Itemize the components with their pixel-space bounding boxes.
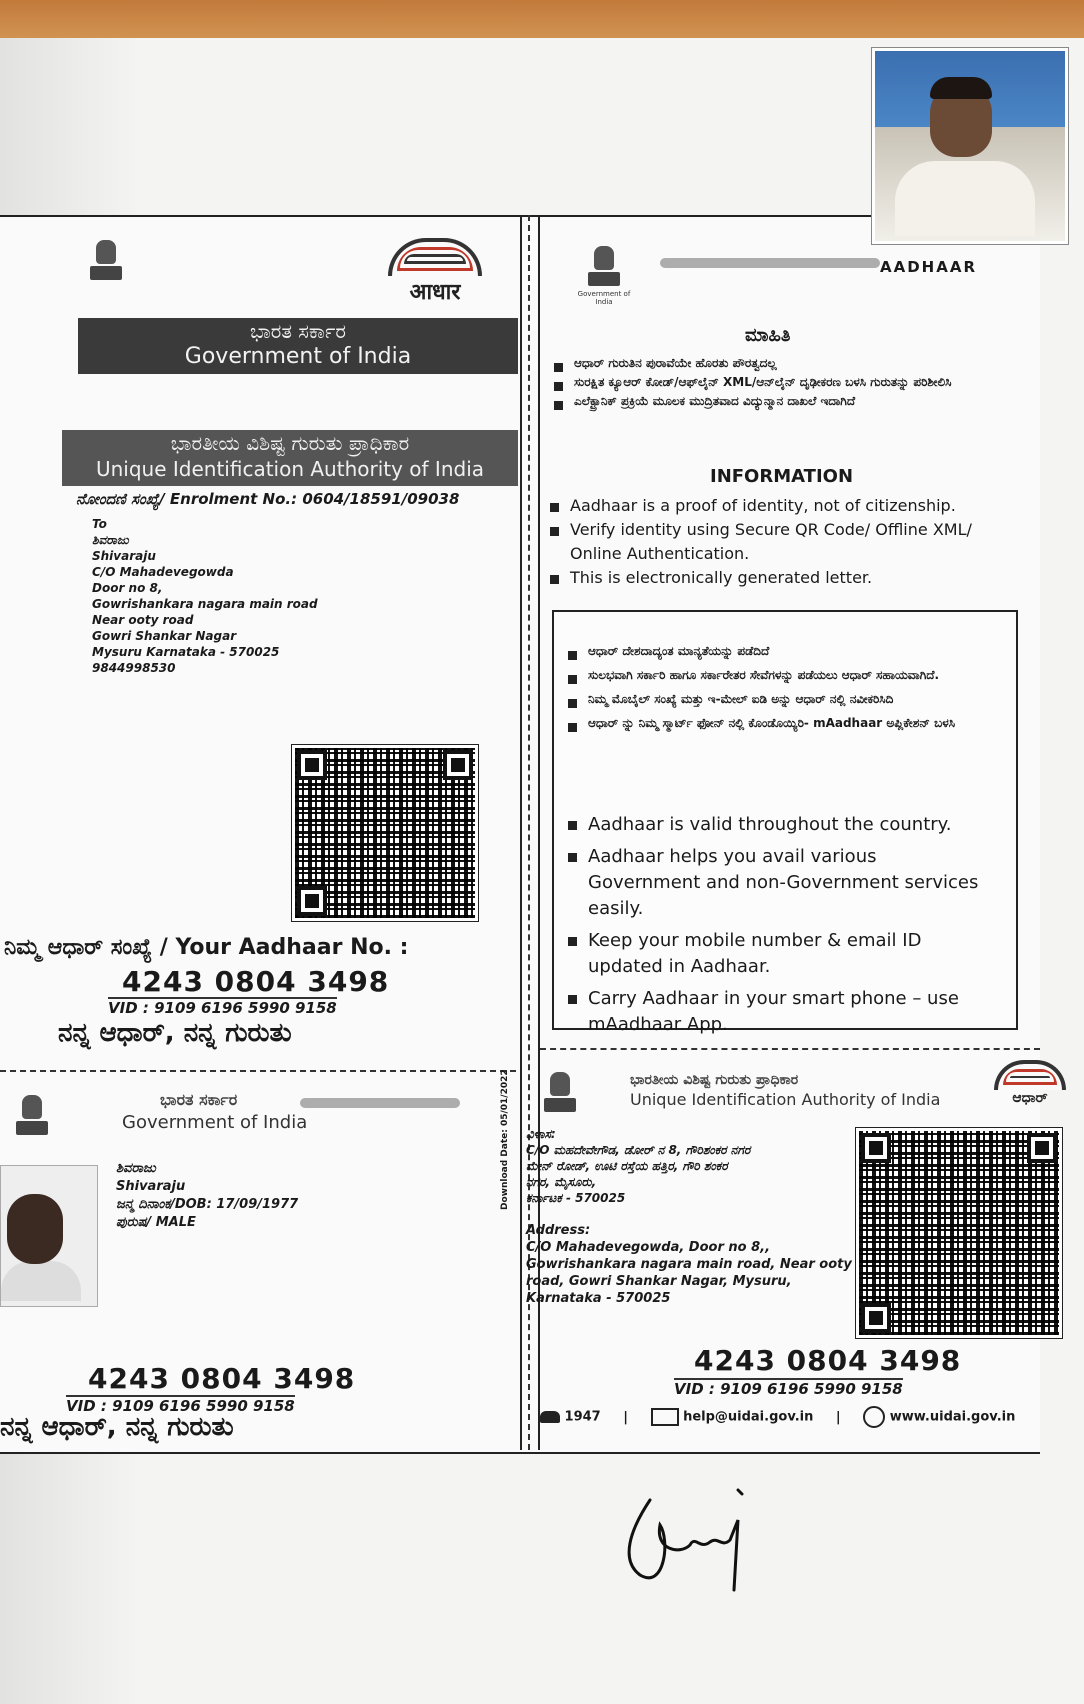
download-date: Download Date: 05/01/2022 [500,1069,510,1210]
info-item: Aadhaar is a proof of identity, not of citizenship. [548,494,1028,518]
logo-text: ಆಧಾರ್ [1012,1090,1048,1106]
address-line: Karnataka - 570025 [526,1291,671,1306]
address-line: ಕರ್ನಾಟಕ - 570025 [526,1191,626,1205]
redacted-text [300,1098,460,1108]
info-item: ಸುರಕ್ಷಿತ ಕ್ಯೂಆರ್ ಕೋಡ್/ಆಫ್‌ಲೈನ್ XML/ಆನ್‌ಲೈನ್ ದೃಢೀಕರಣ ಬಳಸಿ ಗುರುತನ್ನು ಪರಿಶೀಲಿಸಿ [552,373,1022,392]
uidai-band [62,430,518,486]
redacted-text [660,258,880,268]
aadhaar-label: AADHAAR [880,258,977,276]
aadhaar-number: 4243 0804 3498 [122,965,390,998]
address-line: C/O Mahadevegowda [92,565,234,579]
card-dob: ಜನ್ಮ ದಿನಾಂಕ/DOB: 17/09/1977 [116,1197,299,1212]
website: www.uidai.gov.in [889,1409,1016,1425]
mail-icon [651,1408,679,1426]
tagline: ನನ್ನ ಆಧಾರ್, ನನ್ನ ಗುರುತು [58,1018,292,1048]
qr-code [292,745,478,921]
govt-english: Government of India [184,344,412,369]
cut-line [0,1070,516,1072]
address-line: ಶಿವರಾಜು [92,533,129,547]
applicant-photo [872,48,1068,244]
card-qr-code [856,1128,1062,1338]
card-gender: ಪುರುಷ/ MALE [116,1215,196,1230]
cut-line [540,1048,1040,1050]
emblem-icon [12,1095,52,1151]
address-line: Gowrishankara nagara main road, Near ooty [526,1257,852,1272]
vid-number: VID : 9109 6196 5990 9158 [108,999,337,1017]
card-govt-english: Government of India [122,1112,308,1133]
info-title-english: INFORMATION [710,466,854,487]
info-item: Verify identity using Secure QR Code/ Offline XML/ Online Authentication. [548,518,1028,566]
card-vid: VID : 9109 6196 5990 9158 [674,1380,903,1398]
emblem-icon [577,246,631,306]
address-line: C/O ಮಹದೇವೇಗೌಡ, ಡೋರ್ ನ 8, ಗೌರಿಶಂಕರ ನಗರ [526,1143,751,1157]
box-item: ಆಧಾರ್ ದೇಶದಾದ್ಯಂತ ಮಾನ್ಯತೆಯನ್ನು ಪಡೆದಿದೆ [566,642,986,660]
govt-band [78,318,518,374]
card-address-kannada [526,1126,750,1206]
info-box [552,610,1018,1035]
fingerprint-icon [388,238,482,276]
help-email: help@uidai.gov.in [683,1409,814,1425]
card-name-kannada: ಶಿವರಾಜು [116,1161,156,1176]
address-line: C/O Mahadevegowda, Door no 8,, [526,1240,771,1255]
address-line: Mysuru Karnataka - 570025 [92,645,280,659]
uidai-kannada: ಭಾರತೀಯ ವಿಶಿಷ್ಟ ಗುರುತು ಪ್ರಾಧಿಕಾರ [170,431,410,455]
box-item: ಆಧಾರ್ ನ್ನು ನಿಮ್ಮ ಸ್ಮಾರ್ಟ್ ಫೋನ್ ನಲ್ಲಿ ಕೊಂಡೊಯ್ಯಿರಿ- mAadhaar ಅಪ್ಲಿಕೇಶನ್ ಬಳಸಿ [566,714,986,732]
address-line: 9844998530 [92,661,176,675]
card-tagline: ನನ್ನ ಆಧಾರ್, ನನ್ನ ಗುರುತು [0,1412,234,1442]
box-item: ಸುಲಭವಾಗಿ ಸರ್ಕಾರಿ ಹಾಗೂ ಸರ್ಕಾರೇತರ ಸೇವೆಗಳನ್ನು ಪಡೆಯಲು ಆಧಾರ್ ಸಹಾಯವಾಗಿದೆ. [566,666,986,684]
address-line: Gowrishankara nagara main road [92,597,318,611]
address-line: road, Gowri Shankar Nagar, Mysuru, [526,1274,792,1289]
card-aadhaar-number: 4243 0804 3498 [694,1344,962,1377]
info-item: ಎಲೆಕ್ಟ್ರಾನಿಕ್ ಪ್ರಕ್ರಿಯೆ ಮೂಲಕ ಮುದ್ರಿತವಾದ ವಿದ್ಯುನ್ಮಾನ ದಾಖಲೆ ಇದಾಗಿದೆ [552,392,1022,411]
emblem-icon [86,240,126,296]
box-list-english [566,812,986,1038]
box-item: ನಿಮ್ಮ ಮೊಬೈಲ್ ಸಂಖ್ಯೆ ಮತ್ತು ಇ-ಮೇಲ್ ಐಡಿ ಅನ್ನು ಆಧಾರ್ ನಲ್ಲಿ ನವೀಕರಿಸಿದಿ [566,690,986,708]
address-label: ವಿಳಾಸ: [526,1127,556,1141]
card-aadhaar-number: 4243 0804 3498 [88,1362,356,1395]
address-line: Gowri Shankar Nagar [92,629,237,643]
box-list-kannada [566,642,986,732]
govt-kannada: ಭಾರತ ಸರ್ಕಾರ [250,319,346,343]
card-name-english: Shivaraju [116,1179,186,1194]
card-uidai-kannada: ಭಾರತೀಯ ವಿಶಿಷ್ಟ ಗುರುತು ಪ್ರಾಧಿಕಾರ [630,1072,799,1088]
info-list-english [548,494,1028,590]
emblem-caption: Government of India [577,290,631,306]
address-block [92,516,318,676]
fingerprint-icon [994,1060,1066,1090]
card-govt-kannada: ಭಾರತ ಸರ್ಕಾರ [160,1090,238,1109]
logo-text: आधार [409,280,461,305]
box-item: Aadhaar is valid throughout the country. [566,812,986,838]
aadhaar-logo [380,238,490,306]
enrolment-number: ನೋಂದಣಿ ಸಂಖ್ಯೆ/ Enrolment No.: 0604/18591/09038 [76,490,460,508]
helpline-number: 1947 [564,1409,601,1425]
box-item: Keep your mobile number & email ID updated in Aadhaar. [566,928,986,980]
address-line: ಮೇನ್ ರೋಡ್, ಊಟಿ ರಸ್ತೆಯ ಹತ್ತಿರ, ಗೌರಿ ಶಂಕರ [526,1159,728,1173]
card-uidai-english: Unique Identification Authority of India [630,1090,941,1109]
info-title-kannada: ಮಾಹಿತಿ [745,325,791,346]
box-item: Carry Aadhaar in your smart phone – use mAadhaar App. [566,986,986,1038]
uidai-english: Unique Identification Authority of India [95,457,485,481]
info-list-kannada [552,354,1022,411]
address-line: Shivaraju [92,549,156,563]
phone-icon [540,1411,560,1423]
address-line: To [92,517,107,531]
emblem-icon [540,1072,580,1128]
address-line: ನಗರ, ಮೈಸೂರು, [526,1175,597,1189]
address-line: Door no 8, [92,581,163,595]
info-item: ಆಧಾರ್ ಗುರುತಿನ ಪುರಾವೆಯೇ ಹೊರತು ಪೌರತ್ವದಲ್ಲ [552,354,1022,373]
aadhaar-logo [990,1060,1070,1106]
signature [610,1480,760,1600]
web-icon [863,1406,885,1428]
your-aadhaar-label: ನಿಮ್ಮ ಆಧಾರ್ ಸಂಖ್ಯೆ / Your Aadhaar No. : [4,935,409,960]
card-vid: VID : 9109 6196 5990 9158 [66,1397,295,1415]
box-item: Aadhaar helps you avail various Government and non-Government services easily. [566,844,986,922]
card-photo [0,1165,98,1307]
card-address-english [526,1222,852,1307]
info-item: This is electronically generated letter. [548,566,1028,590]
card-details [116,1160,298,1232]
card-footer: 1947 | help@uidai.gov.in | www.uidai.gov.in [540,1406,1015,1428]
address-label: Address: [526,1223,591,1238]
address-line: Near ooty road [92,613,194,627]
